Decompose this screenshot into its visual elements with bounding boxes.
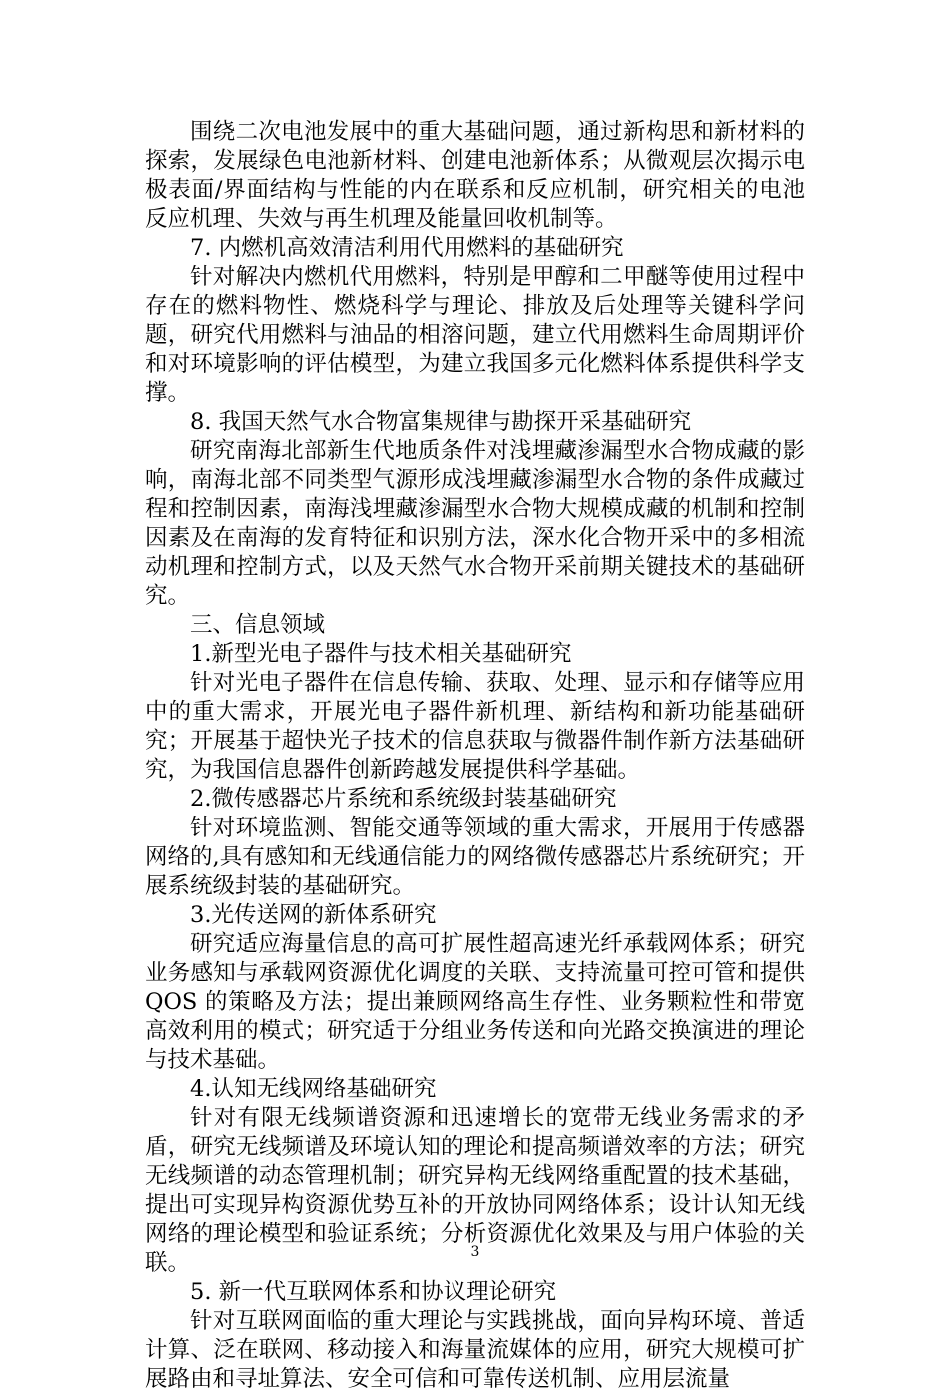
document-body [145, 118, 805, 1394]
heading-micro-sensor: 2.微传感器芯片系统和系统级封装基础研究 [190, 786, 617, 812]
heading-cognitive-wireless: 4.认知无线网络基础研究 [190, 1076, 437, 1102]
paragraph-micro-sensor: 针对环境监测、智能交通等领域的重大需求，开展用于传感器网络的,具有感知和无线通信能力的网络微传感器芯片系统研究；开展系统级封装的基础研究。 [145, 815, 805, 899]
paragraph-engine-fuel: 针对解决内燃机代用燃料，特别是甲醇和二甲醚等使用过程中存在的燃料物性、燃烧科学与理论、排放及后处理等关键科学问题，研究代用燃料与油品的相溶问题，建立代用燃料生命周期评价和对环境影响的评估模型，为建立我国多元化燃料体系提供科学支撑。 [145, 264, 805, 406]
paragraph-optoelectronics: 针对光电子器件在信息传输、获取、处理、显示和存储等应用中的重大需求，开展光电子器件新机理、新结构和新功能基础研究；开展基于超快光子技术的信息获取与微器件制作新方法基础研究，为我国信息器件创新跨越发展提供科学基础。 [145, 670, 805, 783]
heading-optoelectronics: 1.新型光电子器件与技术相关基础研究 [190, 641, 572, 667]
page-number: 3 [470, 1244, 480, 1260]
heading-engine-fuel: 7. 内燃机高效清洁利用代用燃料的基础研究 [190, 235, 624, 261]
paragraph-gas-hydrate: 研究南海北部新生代地质条件对浅埋藏渗漏型水合物成藏的影响，南海北部不同类型气源形成浅埋藏渗漏型水合物的条件成藏过程和控制因素，南海浅埋藏渗漏型水合物大规模成藏的机制和控制因素及在南海的发育特征和识别方法，深水化合物开采中的多相流动机理和控制方式，以及天然气水合物开采前期关键技术的基础研究。 [145, 438, 805, 609]
paragraph-next-gen-internet: 针对互联网面临的重大理论与实践挑战，面向异构环境、普适计算、泛在联网、移动接入和海量流媒体的应用，研究大规模可扩展路由和寻址算法、安全可信和可靠传送机制、应用层流量 [145, 1308, 805, 1392]
heading-next-gen-internet: 5. 新一代互联网体系和协议理论研究 [190, 1279, 557, 1305]
paragraph-optical-network: 研究适应海量信息的高可扩展性超高速光纤承载网体系；研究业务感知与承载网资源优化调度的关联、支持流量可控可管和提供 QOS 的策略及方法；提出兼顾网络高生存性、业务颗粒性和带宽高效利用的模式；研究适于分组业务传送和向光路交换演进的理论与技术基础。 [145, 931, 805, 1073]
section-heading-information: 三、信息领域 [190, 612, 326, 638]
paragraph-battery: 围绕二次电池发展中的重大基础问题，通过新构思和新材料的探索，发展绿色电池新材料、创建电池新体系；从微观层次揭示电极表面/界面结构与性能的内在联系和反应机制，研究相关的电池反应机理、失效与再生机理及能量回收机制等。 [145, 119, 805, 232]
heading-optical-network: 3.光传送网的新体系研究 [190, 902, 437, 928]
paragraph-cognitive-wireless: 针对有限无线频谱资源和迅速增长的宽带无线业务需求的矛盾，研究无线频谱及环境认知的理论和提高频谱效率的方法；研究无线频谱的动态管理机制；研究异构无线网络重配置的技术基础，提出可实现异构资源优势互补的开放协同网络体系；设计认知无线网络的理论模型和验证系统；分析资源优化效果及与用户体验的关联。 [145, 1105, 805, 1276]
heading-gas-hydrate: 8. 我国天然气水合物富集规律与勘探开采基础研究 [190, 409, 692, 435]
